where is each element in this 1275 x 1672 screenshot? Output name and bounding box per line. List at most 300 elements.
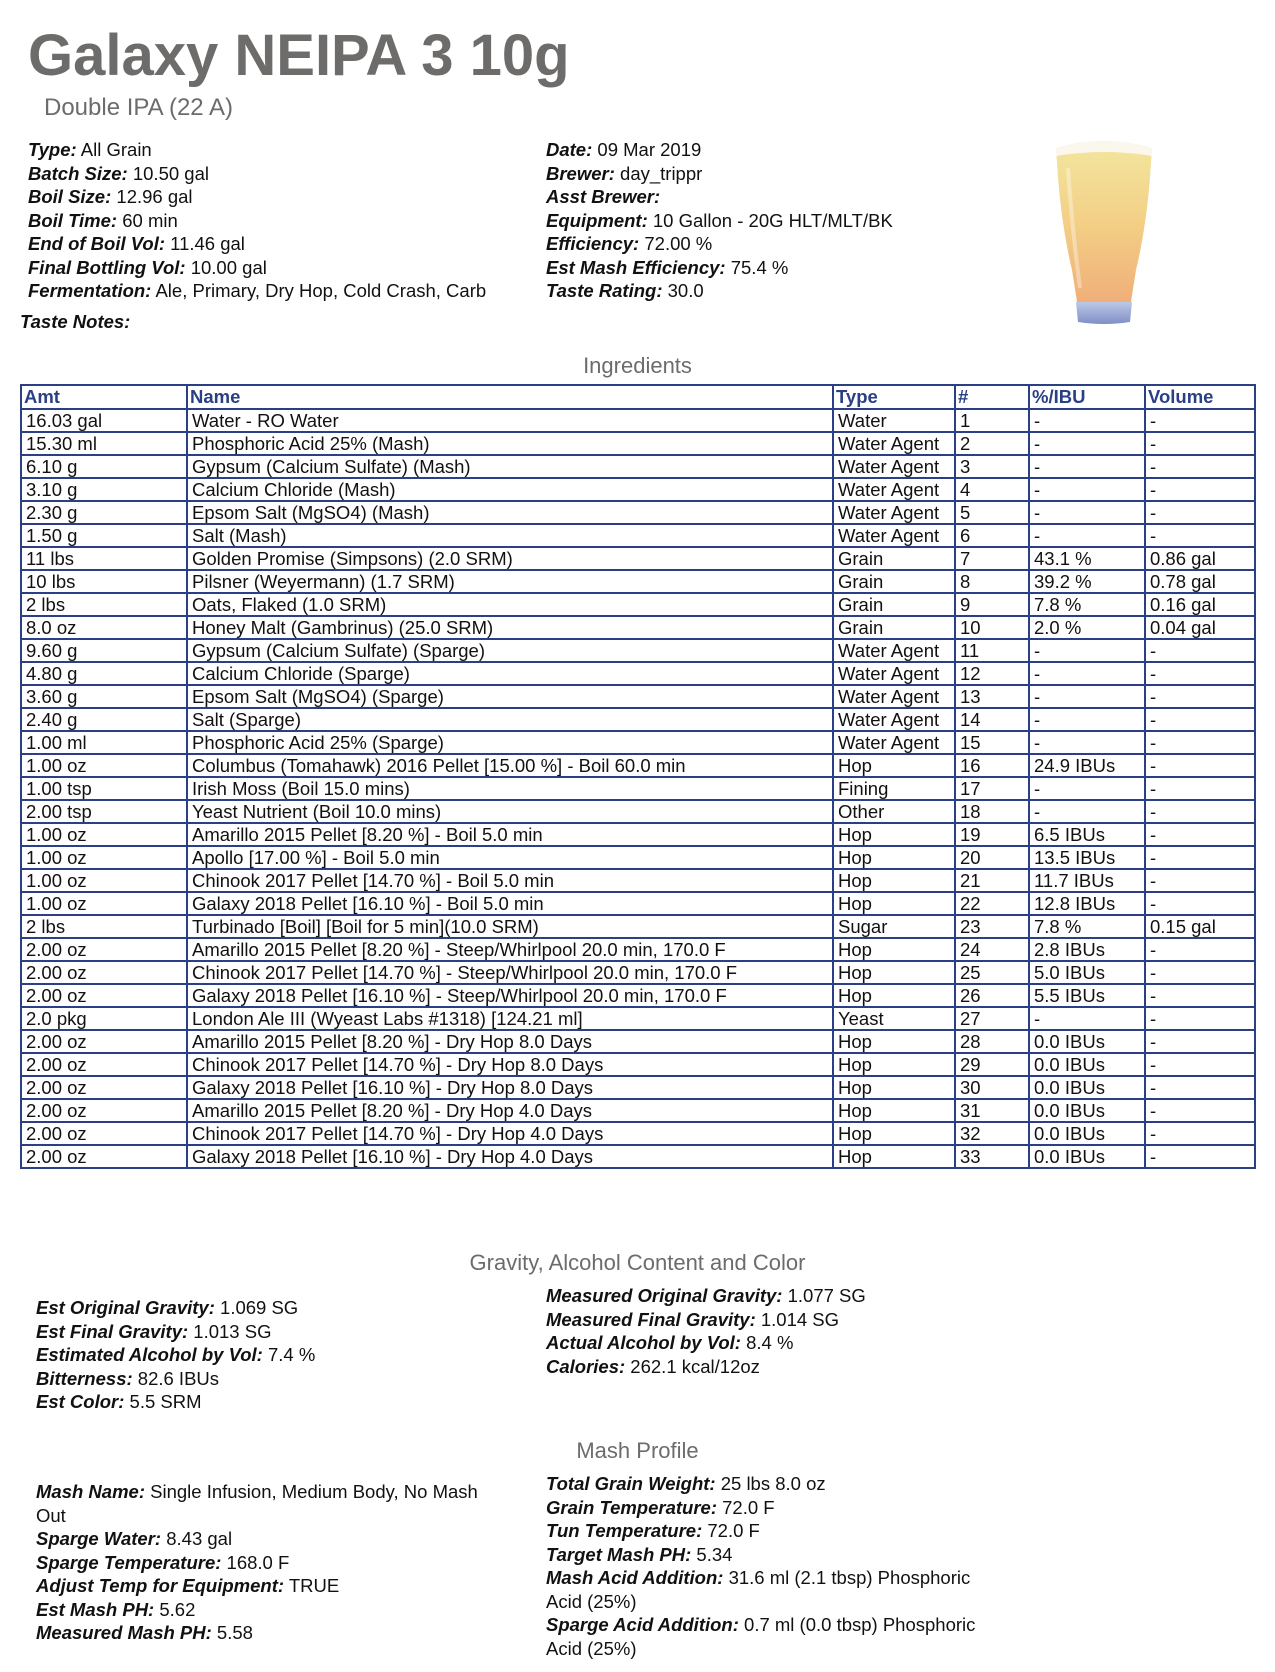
info-field bbox=[28, 185, 486, 209]
mash-field bbox=[36, 1480, 478, 1504]
cell-volume: - bbox=[1145, 1099, 1255, 1122]
cell-name: Yeast Nutrient (Boil 10.0 mins) bbox=[187, 800, 833, 823]
cell-amt: 1.00 oz bbox=[21, 869, 187, 892]
info-field-value: 75.4 % bbox=[725, 256, 789, 278]
cell-amt: 6.10 g bbox=[21, 455, 187, 478]
gravity-field-label: Est Original Gravity: bbox=[36, 1297, 215, 1318]
mash-field-value: Acid (25%) bbox=[546, 1590, 637, 1612]
info-field-value: All Grain bbox=[76, 139, 152, 160]
table-row bbox=[21, 1145, 1255, 1168]
mash-field bbox=[546, 1472, 975, 1496]
cell-name: Epsom Salt (MgSO4) (Sparge) bbox=[187, 685, 833, 708]
info-field bbox=[546, 232, 893, 256]
table-row bbox=[21, 846, 1255, 869]
gravity-field-value: 1.013 SG bbox=[188, 1320, 272, 1342]
cell-type: Water Agent bbox=[833, 432, 955, 455]
cell-type: Water Agent bbox=[833, 478, 955, 501]
info-field-label: Est Mash Efficiency: bbox=[546, 256, 726, 278]
table-row bbox=[21, 478, 1255, 501]
cell-percent-ibu: 7.8 % bbox=[1029, 593, 1145, 616]
cell-number: 28 bbox=[955, 1030, 1029, 1053]
gravity-field bbox=[36, 1320, 315, 1344]
cell-name: Galaxy 2018 Pellet [16.10 %] - Dry Hop 4.0 Days bbox=[187, 1145, 833, 1168]
cell-amt: 1.00 oz bbox=[21, 846, 187, 869]
cell-number: 11 bbox=[955, 639, 1029, 662]
mash-field-value: 31.6 ml (2.1 tbsp) Phosphoric bbox=[723, 1567, 971, 1588]
cell-type: Hop bbox=[833, 1145, 955, 1168]
cell-percent-ibu: 0.0 IBUs bbox=[1029, 1030, 1145, 1053]
section-gravity: Gravity, Alcohol Content and Color bbox=[469, 1250, 806, 1275]
cell-amt: 2.00 oz bbox=[21, 1145, 187, 1168]
cell-percent-ibu: - bbox=[1029, 777, 1145, 800]
info-field-label: Equipment: bbox=[546, 209, 648, 231]
cell-number: 8 bbox=[955, 570, 1029, 593]
cell-percent-ibu: - bbox=[1029, 478, 1145, 501]
info-field-value: 09 Mar 2019 bbox=[592, 139, 702, 160]
cell-name: Galaxy 2018 Pellet [16.10 %] - Dry Hop 8.0 Days bbox=[187, 1076, 833, 1099]
mash-field bbox=[546, 1613, 975, 1637]
mash-field bbox=[36, 1574, 478, 1598]
cell-percent-ibu: 5.0 IBUs bbox=[1029, 961, 1145, 984]
cell-number: 31 bbox=[955, 1099, 1029, 1122]
table-row bbox=[21, 892, 1255, 915]
cell-number: 21 bbox=[955, 869, 1029, 892]
mash-field-label: Sparge Acid Addition: bbox=[546, 1614, 739, 1635]
cell-number: 24 bbox=[955, 938, 1029, 961]
gravity-field-value: 1.069 SG bbox=[214, 1297, 299, 1318]
mash-field-value: 5.34 bbox=[691, 1543, 733, 1565]
cell-type: Water Agent bbox=[833, 524, 955, 547]
info-field bbox=[546, 256, 893, 280]
cell-name: Salt (Sparge) bbox=[187, 708, 833, 731]
cell-volume: - bbox=[1145, 754, 1255, 777]
col-type: Type bbox=[833, 385, 955, 409]
cell-name: Pilsner (Weyermann) (1.7 SRM) bbox=[187, 570, 833, 593]
cell-type: Hop bbox=[833, 984, 955, 1007]
mash-field-value: 5.62 bbox=[154, 1598, 196, 1620]
info-field-value: 10 Gallon - 20G HLT/MLT/BK bbox=[647, 209, 893, 231]
cell-number: 2 bbox=[955, 432, 1029, 455]
recipe-title: Galaxy NEIPA 3 10g bbox=[28, 23, 570, 88]
table-row bbox=[21, 708, 1255, 731]
table-row bbox=[21, 961, 1255, 984]
cell-number: 6 bbox=[955, 524, 1029, 547]
table-row bbox=[21, 1099, 1255, 1122]
cell-number: 5 bbox=[955, 501, 1029, 524]
cell-amt: 8.0 oz bbox=[21, 616, 187, 639]
cell-name: Chinook 2017 Pellet [14.70 %] - Boil 5.0 min bbox=[187, 869, 833, 892]
mash-field bbox=[546, 1590, 975, 1614]
table-row bbox=[21, 938, 1255, 961]
cell-percent-ibu: 0.0 IBUs bbox=[1029, 1053, 1145, 1076]
cell-amt: 11 lbs bbox=[21, 547, 187, 570]
info-field bbox=[28, 138, 486, 162]
cell-name: Honey Malt (Gambrinus) (25.0 SRM) bbox=[187, 616, 833, 639]
mash-field bbox=[36, 1504, 478, 1528]
cell-name: Water - RO Water bbox=[187, 409, 833, 432]
cell-volume: - bbox=[1145, 639, 1255, 662]
cell-number: 4 bbox=[955, 478, 1029, 501]
cell-name: Calcium Chloride (Mash) bbox=[187, 478, 833, 501]
gravity-field-label: Est Final Gravity: bbox=[36, 1320, 189, 1342]
cell-amt: 3.60 g bbox=[21, 685, 187, 708]
mash-field-label: Est Mash PH: bbox=[36, 1598, 155, 1620]
cell-volume: 0.16 gal bbox=[1145, 593, 1255, 616]
info-field-value: 30.0 bbox=[662, 280, 704, 301]
cell-name: Amarillo 2015 Pellet [8.20 %] - Boil 5.0 min bbox=[187, 823, 833, 846]
cell-amt: 1.00 tsp bbox=[21, 777, 187, 800]
cell-type: Water Agent bbox=[833, 731, 955, 754]
table-row bbox=[21, 777, 1255, 800]
gravity-field-value: 7.4 % bbox=[262, 1344, 316, 1365]
cell-name: Chinook 2017 Pellet [14.70 %] - Dry Hop 4.0 Days bbox=[187, 1122, 833, 1145]
mash-field-value: 5.58 bbox=[211, 1622, 253, 1643]
cell-volume: - bbox=[1145, 1053, 1255, 1076]
mash-right bbox=[546, 1472, 975, 1660]
table-row bbox=[21, 1076, 1255, 1099]
gravity-field-value: 1.077 SG bbox=[782, 1285, 866, 1306]
cell-percent-ibu: - bbox=[1029, 455, 1145, 478]
cell-name: Galaxy 2018 Pellet [16.10 %] - Steep/Whirlpool 20.0 min, 170.0 F bbox=[187, 984, 833, 1007]
cell-amt: 10 lbs bbox=[21, 570, 187, 593]
cell-number: 17 bbox=[955, 777, 1029, 800]
table-row bbox=[21, 524, 1255, 547]
cell-amt: 2.40 g bbox=[21, 708, 187, 731]
info-field-value: 10.50 gal bbox=[127, 162, 209, 184]
cell-volume: - bbox=[1145, 892, 1255, 915]
cell-name: Oats, Flaked (1.0 SRM) bbox=[187, 593, 833, 616]
cell-amt: 2 lbs bbox=[21, 593, 187, 616]
table-row bbox=[21, 455, 1255, 478]
cell-percent-ibu: 39.2 % bbox=[1029, 570, 1145, 593]
cell-percent-ibu: - bbox=[1029, 1007, 1145, 1030]
table-row bbox=[21, 616, 1255, 639]
cell-number: 12 bbox=[955, 662, 1029, 685]
cell-percent-ibu: 2.8 IBUs bbox=[1029, 938, 1145, 961]
cell-amt: 2.00 oz bbox=[21, 938, 187, 961]
cell-name: Salt (Mash) bbox=[187, 524, 833, 547]
info-field bbox=[546, 209, 893, 233]
cell-amt: 2 lbs bbox=[21, 915, 187, 938]
cell-percent-ibu: - bbox=[1029, 639, 1145, 662]
gravity-field bbox=[36, 1343, 315, 1367]
cell-percent-ibu: 43.1 % bbox=[1029, 547, 1145, 570]
mash-field-label: Tun Temperature: bbox=[546, 1520, 703, 1541]
cell-volume: - bbox=[1145, 432, 1255, 455]
info-field-label: Asst Brewer: bbox=[546, 186, 661, 207]
cell-name: Irish Moss (Boil 15.0 mins) bbox=[187, 777, 833, 800]
cell-number: 27 bbox=[955, 1007, 1029, 1030]
cell-type: Water Agent bbox=[833, 455, 955, 478]
cell-type: Grain bbox=[833, 570, 955, 593]
table-row bbox=[21, 685, 1255, 708]
table-row bbox=[21, 1122, 1255, 1145]
cell-type: Hop bbox=[833, 1122, 955, 1145]
cell-volume: - bbox=[1145, 409, 1255, 432]
gravity-field bbox=[36, 1296, 315, 1320]
table-row bbox=[21, 1007, 1255, 1030]
cell-number: 19 bbox=[955, 823, 1029, 846]
info-field-label: Final Bottling Vol: bbox=[28, 256, 186, 278]
cell-type: Water Agent bbox=[833, 685, 955, 708]
table-row bbox=[21, 1030, 1255, 1053]
cell-name: Columbus (Tomahawk) 2016 Pellet [15.00 %] - Boil 60.0 min bbox=[187, 754, 833, 777]
table-row bbox=[21, 984, 1255, 1007]
gravity-field-label: Actual Alcohol by Vol: bbox=[546, 1332, 741, 1353]
mash-field-label: Sparge Temperature: bbox=[36, 1551, 222, 1573]
table-row bbox=[21, 593, 1255, 616]
cell-volume: - bbox=[1145, 1007, 1255, 1030]
cell-name: Galaxy 2018 Pellet [16.10 %] - Boil 5.0 min bbox=[187, 892, 833, 915]
info-field-label: Fermentation: bbox=[28, 280, 152, 301]
mash-field bbox=[36, 1527, 478, 1551]
cell-type: Hop bbox=[833, 1053, 955, 1076]
cell-number: 25 bbox=[955, 961, 1029, 984]
beer-glass-icon bbox=[1050, 138, 1158, 324]
cell-type: Grain bbox=[833, 547, 955, 570]
cell-name: Phosphoric Acid 25% (Sparge) bbox=[187, 731, 833, 754]
cell-number: 13 bbox=[955, 685, 1029, 708]
cell-percent-ibu: - bbox=[1029, 432, 1145, 455]
cell-type: Hop bbox=[833, 846, 955, 869]
cell-type: Sugar bbox=[833, 915, 955, 938]
cell-name: Calcium Chloride (Sparge) bbox=[187, 662, 833, 685]
cell-number: 23 bbox=[955, 915, 1029, 938]
mash-field bbox=[546, 1566, 975, 1590]
cell-amt: 2.00 oz bbox=[21, 1122, 187, 1145]
cell-volume: - bbox=[1145, 731, 1255, 754]
cell-number: 32 bbox=[955, 1122, 1029, 1145]
mash-field-label: Adjust Temp for Equipment: bbox=[36, 1575, 285, 1596]
table-row bbox=[21, 662, 1255, 685]
cell-volume: - bbox=[1145, 846, 1255, 869]
cell-number: 20 bbox=[955, 846, 1029, 869]
cell-number: 22 bbox=[955, 892, 1029, 915]
cell-type: Water Agent bbox=[833, 501, 955, 524]
gravity-field bbox=[36, 1390, 315, 1414]
gravity-field bbox=[36, 1367, 315, 1391]
cell-volume: - bbox=[1145, 777, 1255, 800]
cell-number: 30 bbox=[955, 1076, 1029, 1099]
mash-field bbox=[546, 1496, 975, 1520]
cell-volume: 0.15 gal bbox=[1145, 915, 1255, 938]
cell-type: Water Agent bbox=[833, 708, 955, 731]
gravity-right bbox=[546, 1284, 866, 1378]
gravity-field bbox=[546, 1355, 866, 1379]
cell-name: Golden Promise (Simpsons) (2.0 SRM) bbox=[187, 547, 833, 570]
cell-number: 1 bbox=[955, 409, 1029, 432]
cell-volume: - bbox=[1145, 455, 1255, 478]
cell-volume: - bbox=[1145, 685, 1255, 708]
gravity-field-value: 262.1 kcal/12oz bbox=[625, 1355, 760, 1377]
table-row bbox=[21, 501, 1255, 524]
cell-number: 29 bbox=[955, 1053, 1029, 1076]
cell-amt: 4.80 g bbox=[21, 662, 187, 685]
info-field-value: 72.00 % bbox=[639, 233, 713, 254]
cell-name: Gypsum (Calcium Sulfate) (Mash) bbox=[187, 455, 833, 478]
mash-field-value: 25 lbs 8.0 oz bbox=[715, 1473, 826, 1494]
gravity-field bbox=[546, 1284, 866, 1308]
cell-name: Gypsum (Calcium Sulfate) (Sparge) bbox=[187, 639, 833, 662]
cell-amt: 16.03 gal bbox=[21, 409, 187, 432]
cell-type: Hop bbox=[833, 823, 955, 846]
cell-volume: - bbox=[1145, 938, 1255, 961]
cell-volume: - bbox=[1145, 800, 1255, 823]
table-row bbox=[21, 570, 1255, 593]
cell-number: 3 bbox=[955, 455, 1029, 478]
cell-percent-ibu: - bbox=[1029, 800, 1145, 823]
cell-percent-ibu: 5.5 IBUs bbox=[1029, 984, 1145, 1007]
info-field-label: Efficiency: bbox=[546, 233, 640, 254]
mash-field-label: Total Grain Weight: bbox=[546, 1473, 716, 1494]
mash-field-value: 168.0 F bbox=[221, 1551, 290, 1573]
gravity-field-label: Calories: bbox=[546, 1355, 626, 1377]
info-field bbox=[28, 232, 486, 256]
info-field bbox=[28, 256, 486, 280]
cell-type: Grain bbox=[833, 616, 955, 639]
info-field bbox=[28, 209, 486, 233]
cell-type: Other bbox=[833, 800, 955, 823]
cell-type: Water Agent bbox=[833, 639, 955, 662]
cell-volume: 0.04 gal bbox=[1145, 616, 1255, 639]
table-row bbox=[21, 800, 1255, 823]
gravity-field-label: Estimated Alcohol by Vol: bbox=[36, 1344, 263, 1365]
cell-volume: - bbox=[1145, 1122, 1255, 1145]
cell-percent-ibu: 0.0 IBUs bbox=[1029, 1145, 1145, 1168]
info-field bbox=[28, 162, 486, 186]
cell-amt: 2.00 oz bbox=[21, 961, 187, 984]
gravity-field-value: 1.014 SG bbox=[755, 1308, 840, 1330]
cell-percent-ibu: 12.8 IBUs bbox=[1029, 892, 1145, 915]
mash-field-value: Out bbox=[36, 1504, 66, 1526]
cell-percent-ibu: 0.0 IBUs bbox=[1029, 1076, 1145, 1099]
cell-amt: 15.30 ml bbox=[21, 432, 187, 455]
table-row bbox=[21, 432, 1255, 455]
cell-name: Amarillo 2015 Pellet [8.20 %] - Dry Hop 8.0 Days bbox=[187, 1030, 833, 1053]
mash-field-label: Mash Acid Addition: bbox=[546, 1567, 724, 1588]
cell-amt: 1.00 oz bbox=[21, 754, 187, 777]
cell-volume: - bbox=[1145, 823, 1255, 846]
cell-name: Phosphoric Acid 25% (Mash) bbox=[187, 432, 833, 455]
cell-name: Apollo [17.00 %] - Boil 5.0 min bbox=[187, 846, 833, 869]
cell-amt: 9.60 g bbox=[21, 639, 187, 662]
cell-percent-ibu: - bbox=[1029, 662, 1145, 685]
info-field bbox=[546, 185, 893, 209]
cell-name: Turbinado [Boil] [Boil for 5 min](10.0 SRM) bbox=[187, 915, 833, 938]
gravity-field-label: Bitterness: bbox=[36, 1367, 133, 1389]
cell-amt: 2.00 oz bbox=[21, 1030, 187, 1053]
ingredients-table bbox=[20, 384, 1256, 1169]
table-row bbox=[21, 1053, 1255, 1076]
cell-number: 18 bbox=[955, 800, 1029, 823]
table-row bbox=[21, 547, 1255, 570]
cell-percent-ibu: - bbox=[1029, 685, 1145, 708]
gravity-field-label: Measured Original Gravity: bbox=[546, 1285, 783, 1306]
info-field-label: Batch Size: bbox=[28, 162, 128, 184]
cell-amt: 3.10 g bbox=[21, 478, 187, 501]
cell-percent-ibu: 11.7 IBUs bbox=[1029, 869, 1145, 892]
cell-number: 9 bbox=[955, 593, 1029, 616]
cell-amt: 2.00 oz bbox=[21, 1053, 187, 1076]
cell-volume: - bbox=[1145, 1076, 1255, 1099]
gravity-left bbox=[36, 1296, 315, 1414]
cell-percent-ibu: - bbox=[1029, 731, 1145, 754]
info-field-label: Boil Size: bbox=[28, 186, 112, 207]
cell-percent-ibu: - bbox=[1029, 708, 1145, 731]
cell-percent-ibu: - bbox=[1029, 524, 1145, 547]
mash-field-label: Measured Mash PH: bbox=[36, 1622, 212, 1643]
cell-name: Amarillo 2015 Pellet [8.20 %] - Dry Hop 4.0 Days bbox=[187, 1099, 833, 1122]
cell-amt: 2.30 g bbox=[21, 501, 187, 524]
cell-type: Hop bbox=[833, 1076, 955, 1099]
info-field-value: 10.00 gal bbox=[185, 256, 267, 278]
cell-type: Hop bbox=[833, 1099, 955, 1122]
cell-volume: - bbox=[1145, 662, 1255, 685]
col-name: Name bbox=[187, 385, 833, 409]
cell-number: 14 bbox=[955, 708, 1029, 731]
mash-field bbox=[546, 1519, 975, 1543]
cell-amt: 1.00 oz bbox=[21, 823, 187, 846]
info-field bbox=[546, 162, 893, 186]
cell-amt: 1.50 g bbox=[21, 524, 187, 547]
cell-type: Hop bbox=[833, 938, 955, 961]
table-row bbox=[21, 409, 1255, 432]
info-field-label: Type: bbox=[28, 139, 77, 160]
table-row bbox=[21, 869, 1255, 892]
cell-percent-ibu: 7.8 % bbox=[1029, 915, 1145, 938]
mash-field-label: Mash Name: bbox=[36, 1481, 145, 1502]
cell-volume: - bbox=[1145, 984, 1255, 1007]
cell-volume: - bbox=[1145, 869, 1255, 892]
gravity-field-value: 5.5 SRM bbox=[124, 1391, 202, 1412]
info-field-value: 60 min bbox=[117, 209, 178, 231]
cell-name: Chinook 2017 Pellet [14.70 %] - Steep/Whirlpool 20.0 min, 170.0 F bbox=[187, 961, 833, 984]
mash-field bbox=[36, 1551, 478, 1575]
info-field-label: Date: bbox=[546, 139, 593, 160]
gravity-field-label: Est Color: bbox=[36, 1391, 125, 1412]
gravity-field bbox=[546, 1308, 866, 1332]
cell-percent-ibu: 0.0 IBUs bbox=[1029, 1099, 1145, 1122]
cell-volume: - bbox=[1145, 478, 1255, 501]
cell-amt: 2.00 oz bbox=[21, 984, 187, 1007]
table-row bbox=[21, 823, 1255, 846]
cell-volume: - bbox=[1145, 501, 1255, 524]
cell-type: Water Agent bbox=[833, 662, 955, 685]
section-mash: Mash Profile bbox=[576, 1438, 699, 1463]
cell-volume: - bbox=[1145, 1145, 1255, 1168]
cell-volume: - bbox=[1145, 961, 1255, 984]
info-field bbox=[546, 138, 893, 162]
cell-name: Epsom Salt (MgSO4) (Mash) bbox=[187, 501, 833, 524]
cell-type: Water bbox=[833, 409, 955, 432]
cell-type: Hop bbox=[833, 869, 955, 892]
info-field bbox=[28, 279, 486, 303]
mash-field-value: 72.0 F bbox=[717, 1496, 775, 1518]
cell-name: London Ale III (Wyeast Labs #1318) [124.21 ml] bbox=[187, 1007, 833, 1030]
info-field-label: End of Boil Vol: bbox=[28, 233, 166, 254]
cell-number: 15 bbox=[955, 731, 1029, 754]
cell-type: Fining bbox=[833, 777, 955, 800]
cell-amt: 2.00 tsp bbox=[21, 800, 187, 823]
mash-field-label: Sparge Water: bbox=[36, 1528, 162, 1549]
info-field-label: Taste Rating: bbox=[546, 280, 663, 301]
cell-type: Hop bbox=[833, 754, 955, 777]
cell-percent-ibu: 24.9 IBUs bbox=[1029, 754, 1145, 777]
gravity-field-label: Measured Final Gravity: bbox=[546, 1308, 756, 1330]
table-row bbox=[21, 915, 1255, 938]
table-row bbox=[21, 754, 1255, 777]
cell-percent-ibu: 0.0 IBUs bbox=[1029, 1122, 1145, 1145]
